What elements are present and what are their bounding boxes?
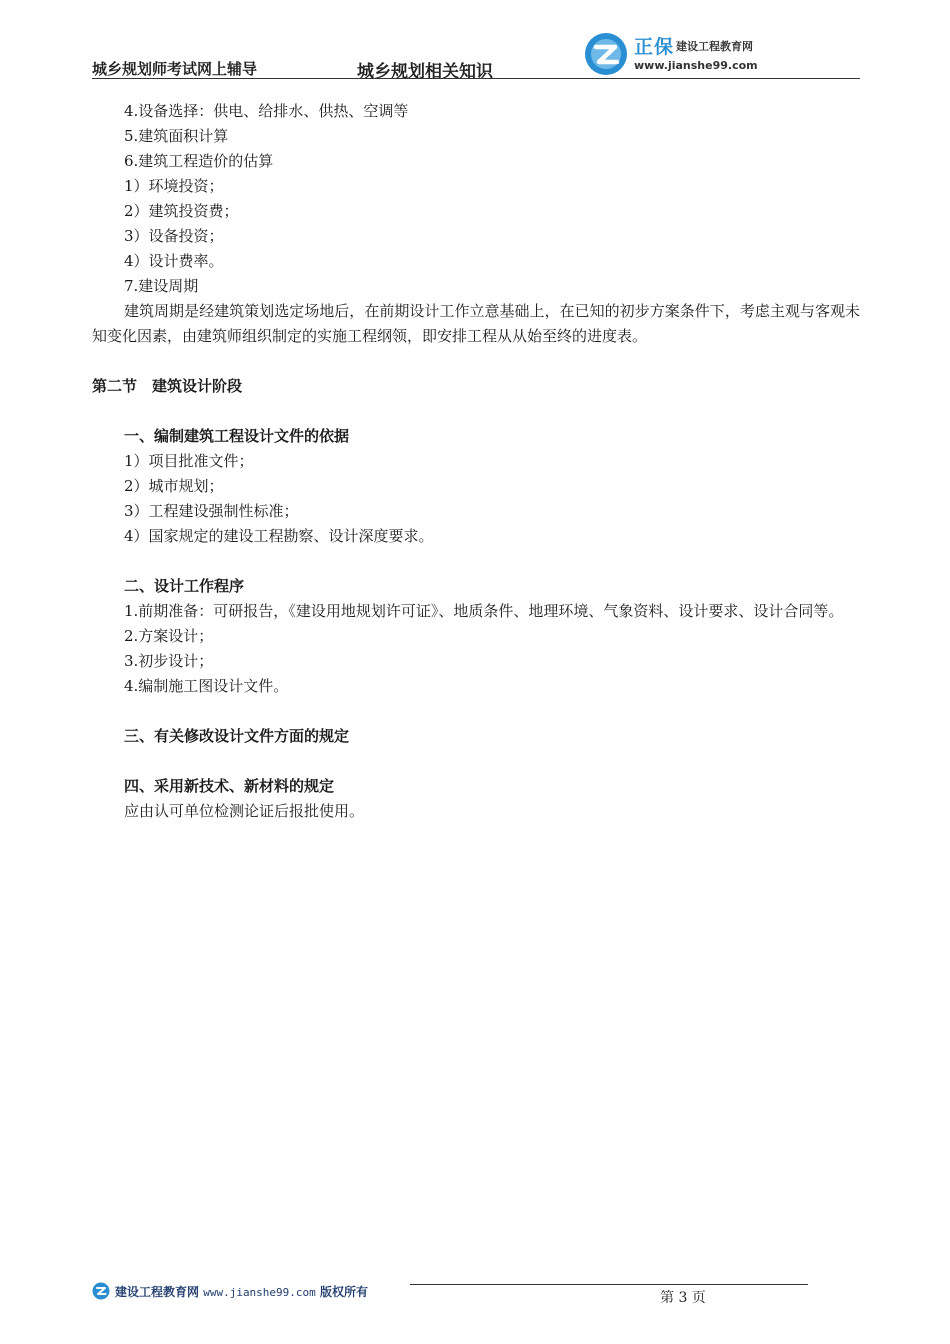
paragraph-preparation: 1.前期准备：可研报告，《建设用地规划许可证》、地质条件、地理环境、气象资料、设计要求、设计合同等。 <box>124 602 844 620</box>
paragraph-new-tech: 应由认可单位检测论证后报批使用。 <box>124 802 365 820</box>
list-item: 2）城市规划； <box>124 477 224 495</box>
list-item: 7.建设周期 <box>124 277 199 295</box>
header-logo <box>584 28 860 78</box>
section-title: 第二节 建筑设计阶段 <box>92 377 243 395</box>
header-center-title: 城乡规划相关知识 <box>357 62 493 82</box>
list-item: 4）设计费率。 <box>124 252 224 270</box>
list-item: 2.方案设计； <box>124 627 214 645</box>
footer-rights: 版权所有 <box>319 1285 368 1299</box>
list-item: 4）国家规定的建设工程勘察、设计深度要求。 <box>124 527 434 545</box>
list-item: 5.建筑面积计算 <box>124 127 229 145</box>
subheading-new-tech-rules: 四、采用新技术、新材料的规定 <box>124 777 335 795</box>
footer-divider <box>410 1284 808 1285</box>
site-logo-icon <box>92 1282 110 1300</box>
footer-copyright <box>115 1283 368 1300</box>
list-item: 1）环境投资； <box>124 177 224 195</box>
logo-url-text: www.jianshe99.com <box>634 59 758 72</box>
list-item: 3）工程建设强制性标准； <box>124 502 299 520</box>
list-item: 6.建筑工程造价的估算 <box>124 152 274 170</box>
list-item: 3）设备投资； <box>124 227 224 245</box>
footer-url[interactable]: www.jianshe99.com <box>203 1286 316 1299</box>
page-number: 第 3 页 <box>660 1290 706 1306</box>
subheading-procedure: 二、设计工作程序 <box>124 577 245 595</box>
page-header <box>92 28 860 82</box>
document-body <box>92 99 860 824</box>
logo-cn-text: 建设工程教育网 <box>676 40 753 53</box>
list-item: 2）建筑投资费； <box>124 202 239 220</box>
list-item: 3.初步设计； <box>124 652 214 670</box>
header-left-title: 城乡规划师考试网上辅导 <box>92 60 258 78</box>
zhengbao-logo-icon <box>584 32 628 76</box>
logo-brand-text: 正保 <box>634 36 675 58</box>
list-item: 1）项目批准文件； <box>124 452 254 470</box>
subheading-modification-rules: 三、有关修改设计文件方面的规定 <box>124 727 350 745</box>
paragraph-construction-period: 建筑周期是经建筑策划选定场地后，在前期设计工作立意基础上，在已知的初步方案条件下，考虑主观与客观未知变化因素，由建筑师组织制定的实施工程纲领，即安排工程从从始至终的进度表。 <box>92 302 860 345</box>
header-divider <box>92 78 860 79</box>
page-footer <box>92 1280 812 1310</box>
list-item: 4.设备选择：供电、给排水、供热、空调等 <box>124 102 409 120</box>
subheading-basis: 一、编制建筑工程设计文件的依据 <box>124 427 350 445</box>
list-item: 4.编制施工图设计文件。 <box>124 677 289 695</box>
footer-site-name: 建设工程教育网 <box>115 1285 200 1299</box>
